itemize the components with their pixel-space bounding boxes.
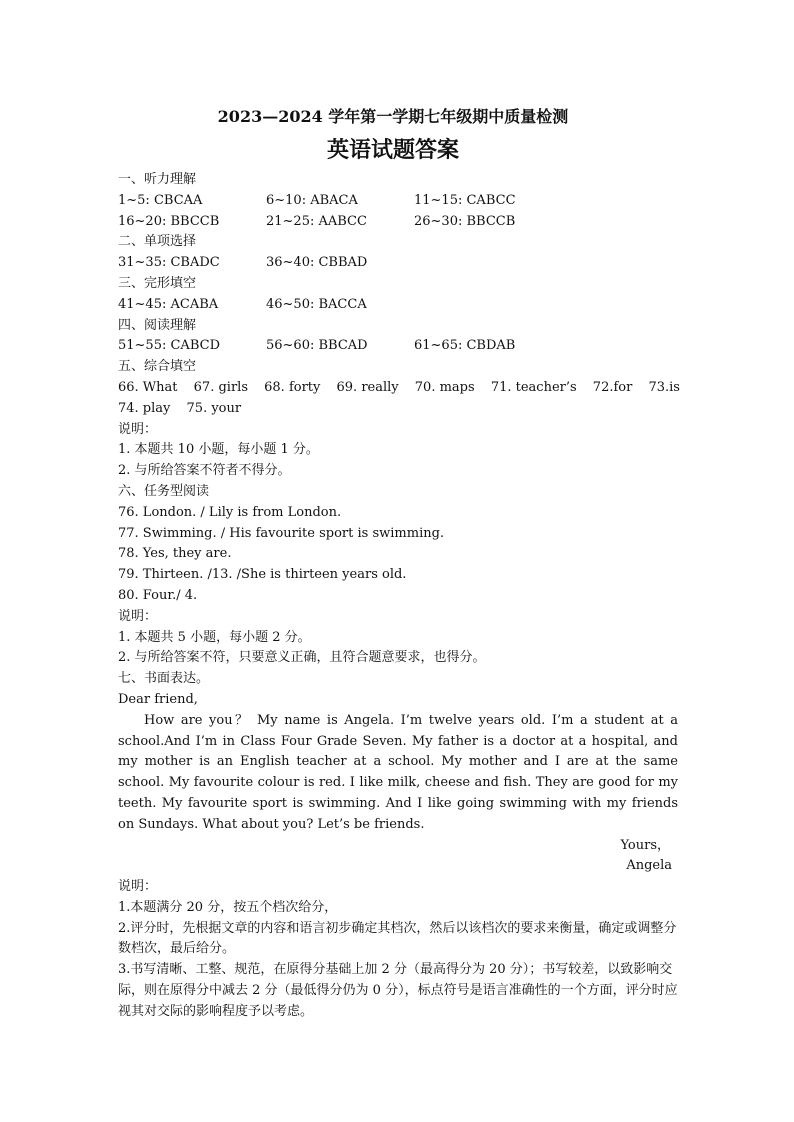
fill-answer: 66. What	[118, 379, 178, 395]
fill-answer: 74. play	[118, 400, 171, 416]
answer-sheet	[118, 104, 678, 1023]
note-item: 2. 与所给答案不符者不得分。	[118, 463, 291, 479]
note-item: 1. 本题共 5 小题，每小题 2 分。	[118, 629, 311, 645]
answer-group: 1~5: CBCAA	[118, 192, 203, 208]
note-item: 2.评分时，先根据文章的内容和语言初步确定其档次，然后以该档次的要求来衡量，确定或调整分数档次，最后给分。	[118, 920, 677, 957]
page-title: 2023—2024 学年第一学期七年级期中质量检测	[217, 107, 569, 126]
section-heading-fill-in: 五、综合填空	[118, 359, 197, 375]
note-label: 说明：	[118, 608, 158, 624]
letter-closing: Yours，	[620, 837, 670, 853]
letter-signature: Angela	[626, 858, 672, 874]
letter-body	[118, 711, 678, 836]
answer-group: 6~10: ABACA	[266, 192, 358, 208]
note-item: 3.书写清晰、工整、规范，在原得分基础上加 2 分（最高得分为 20 分）；书写较差，以致影响交际，则在原得分中减去 2 分（最低得分仍为 0 分），标点符号是语言准确性的一个方面，评分时应视其对交际的影响程度予以考虑。	[118, 962, 678, 1019]
answer-row	[118, 212, 678, 233]
note-label: 说明：	[118, 421, 158, 437]
section-heading-cloze: 三、完形填空	[118, 275, 197, 291]
answer-group: 26~30: BBCCB	[414, 213, 516, 229]
section-heading-listening: 一、听力理解	[118, 172, 197, 187]
fill-answers-line	[118, 378, 678, 399]
answer-group: 21~25: AABCC	[266, 213, 367, 229]
answer-group: 11~15: CABCC	[414, 192, 516, 208]
fill-answer: 68. forty	[264, 379, 321, 395]
task-answer: 79. Thirteen. /13. /She is thirteen years old.	[118, 567, 407, 583]
task-answer: 77. Swimming. / His favourite sport is swimming.	[118, 525, 445, 541]
task-answer: 78. Yes, they are.	[118, 546, 232, 562]
answer-group: 41~45: ACABA	[118, 296, 219, 312]
fill-answer: 71. teacher’s	[490, 379, 577, 395]
answer-group: 31~35: CBADC	[118, 255, 220, 271]
fill-answer: 73.is	[648, 379, 680, 395]
fill-answer: 72.for	[592, 379, 633, 395]
fill-answer: 70. maps	[414, 379, 475, 395]
section-heading-writing: 七、书面表达。	[118, 671, 210, 687]
task-answer: 76. London. / Lily is from London.	[118, 504, 342, 520]
letter-body-text: How are you？ My name is Angela. I’m twelve years old. I’m a student at a school.And I’m in Class Four Grade Seven. My father is a doctor at a hospital, and my mother is an English teacher at a school. My mother and I are at the same school. My favourite colour is red. I like milk, cheese and fish. They are good for my teeth. My favourite sport is swimming. And I like going swimming with my friends on Sundays. What about you? Let’s be friends.	[118, 712, 678, 832]
answer-group: 61~65: CBDAB	[414, 338, 516, 354]
note-item: 1.本题满分 20 分，按五个档次给分，	[118, 899, 338, 915]
page-subtitle: 英语试题答案	[326, 137, 459, 163]
answer-row	[118, 191, 678, 212]
note-label: 说明：	[118, 879, 158, 895]
answer-row	[118, 336, 678, 357]
answer-group: 56~60: BBCAD	[266, 338, 368, 354]
section-heading-single-choice: 二、单项选择	[118, 234, 197, 250]
answer-group: 46~50: BACCA	[266, 296, 367, 312]
answer-group: 16~20: BBCCB	[118, 213, 220, 229]
fill-answers-line	[118, 399, 678, 420]
fill-answer: 69. really	[336, 379, 399, 395]
answer-row	[118, 295, 678, 316]
fill-answer: 67. girls	[193, 379, 248, 395]
note-item: 2. 与所给答案不符，只要意义正确，且符合题意要求，也得分。	[118, 650, 486, 666]
fill-answer: 75. your	[186, 400, 242, 416]
answer-group: 36~40: CBBAD	[266, 255, 368, 271]
note-item: 1. 本题共 10 小题，每小题 1 分。	[118, 442, 319, 458]
section-heading-task-reading: 六、任务型阅读	[118, 483, 210, 499]
answer-row	[118, 253, 678, 274]
letter-greeting: Dear friend,	[118, 691, 198, 707]
section-heading-reading: 四、阅读理解	[118, 317, 197, 333]
task-answer: 80. Four./ 4.	[118, 587, 198, 603]
answer-group: 51~55: CABCD	[118, 338, 220, 354]
